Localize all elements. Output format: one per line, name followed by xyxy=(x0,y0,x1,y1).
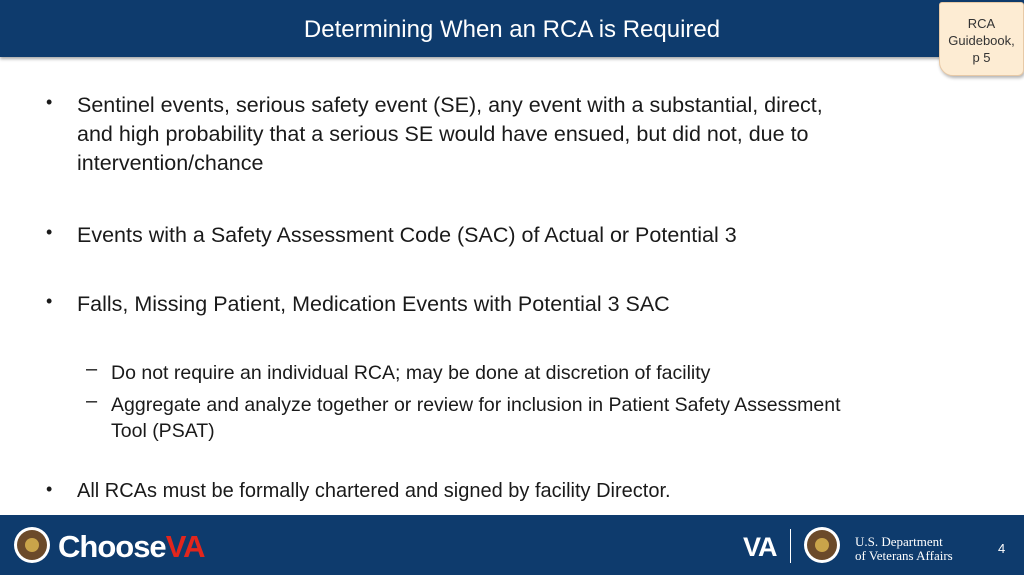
bullet-marker: • xyxy=(46,222,53,242)
bullet-marker: • xyxy=(46,479,53,499)
department-name xyxy=(855,535,953,563)
sub-bullet-aggregate-line-2: Tool (PSAT) xyxy=(111,420,215,442)
page-number: 4 xyxy=(998,541,1006,556)
bullet-sac-events: Events with a Safety Assessment Code (SAC) of Actual or Potential 3 xyxy=(77,223,737,247)
sticky-note-line-1: RCA xyxy=(967,16,996,31)
choose-va-logo-prefix: Choose xyxy=(58,529,166,564)
department-line-1: U.S. Department xyxy=(855,534,943,549)
department-line-2: of Veterans Affairs xyxy=(855,548,953,563)
bullet-marker: • xyxy=(46,291,53,311)
bullet-sentinel-line-1: Sentinel events, serious safety event (SE), any event with a substantial, direct, xyxy=(77,93,823,117)
bullet-sentinel-line-2: and high probability that a serious SE would have ensued, but did not, due to xyxy=(77,122,809,146)
sub-bullet-aggregate-line-1: Aggregate and analyze together or review for inclusion in Patient Safety Assessment xyxy=(111,394,841,416)
bullet-sentinel-events xyxy=(77,91,957,178)
bullet-marker: • xyxy=(46,92,53,112)
slide-title: Determining When an RCA is Required xyxy=(303,16,721,43)
sub-bullet-no-individual-rca: Do not require an individual RCA; may be done at discretion of facility xyxy=(111,362,711,384)
sub-bullet-dash: – xyxy=(86,390,98,412)
sub-bullet-aggregate-psat xyxy=(111,392,961,444)
va-seal-icon xyxy=(804,527,840,563)
va-seal-icon xyxy=(14,527,50,563)
sticky-note-line-2: Guidebook, xyxy=(948,33,1015,48)
sub-bullet-dash: – xyxy=(86,358,98,380)
logo-divider xyxy=(790,529,791,563)
bullet-chartered-signed: All RCAs must be formally chartered and signed by facility Director. xyxy=(77,480,671,502)
sticky-note-line-3: p 5 xyxy=(972,50,991,65)
footer-bar xyxy=(0,515,1024,575)
va-logo: VA xyxy=(743,532,777,562)
choose-va-logo xyxy=(58,529,204,565)
bullet-sentinel-line-3: intervention/chance xyxy=(77,151,264,175)
bullet-falls-missing-medication: Falls, Missing Patient, Medication Events with Potential 3 SAC xyxy=(77,292,670,316)
choose-va-logo-suffix: VA xyxy=(165,529,205,564)
